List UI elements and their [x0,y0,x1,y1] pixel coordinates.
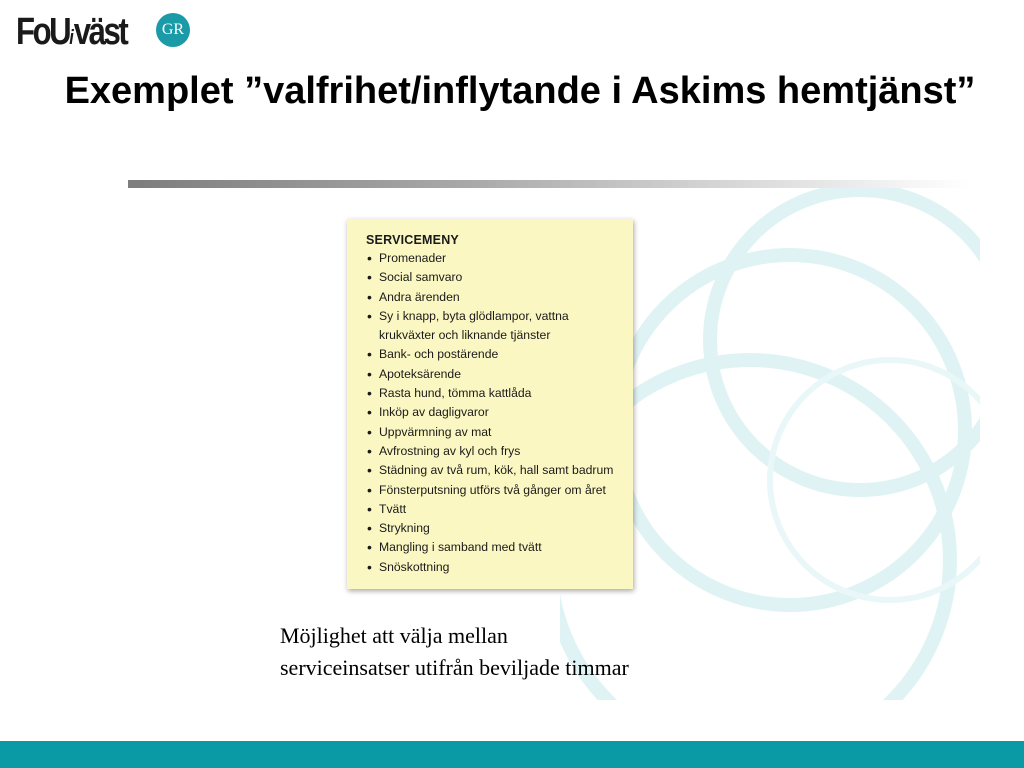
list-item: • Sy i knapp, byta glödlampor, vattna krukväxter och liknande tjänster [366,307,599,346]
fouivast-logo [16,10,185,54]
title-divider [128,180,970,188]
service-menu-card [347,219,633,589]
footer-accent-bar [0,741,1024,768]
logo-badge: GR [156,13,190,47]
slide-title: Exemplet ”valfrihet/inflytande i Askims hemtjänst” [64,70,976,112]
list-item: • Städning av två rum, kök, hall samt badrum [366,461,625,480]
list-item: • Andra ärenden [366,288,625,307]
list-item: • Fönsterputsning utförs två gånger om året [366,481,625,500]
list-item: • Apoteksärende [366,365,625,384]
list-item: • Avfrostning av kyl och frys [366,442,625,461]
list-item: • Snöskottning [366,558,625,577]
service-menu-heading: SERVICEMENY [366,233,459,247]
caption-text [280,620,760,684]
list-item: • Tvätt [366,500,625,519]
list-item: • Strykning [366,519,625,538]
list-item: • Bank- och postärende [366,345,625,364]
list-item: • Social samvaro [366,268,625,287]
caption-line: Möjlighet att välja mellan [280,623,508,648]
service-menu-list [366,249,625,577]
list-item: • Rasta hund, tömma kattlåda [366,384,625,403]
list-item: • Promenader [366,249,625,268]
list-item: • Uppvärmning av mat [366,423,625,442]
list-item: • Inköp av dagligvaror [366,403,625,422]
list-item: • Mangling i samband med tvätt [366,538,625,557]
logo-wordmark: FoUiväst [16,11,127,53]
caption-line: serviceinsatser utifrån beviljade timmar [280,655,629,680]
